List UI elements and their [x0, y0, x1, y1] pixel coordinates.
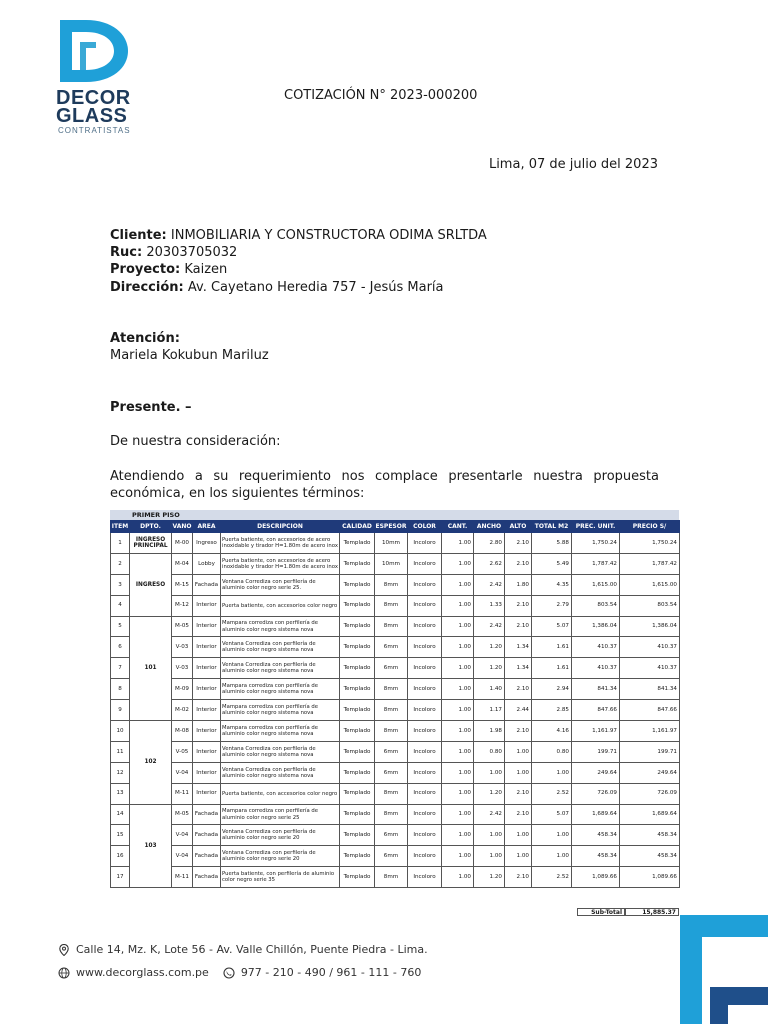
item-cell: 1	[111, 533, 130, 554]
color-cell: Incoloro	[408, 741, 442, 762]
qty-cell: 1.00	[442, 783, 474, 804]
quality-cell: Templado	[340, 804, 375, 825]
item-cell: 12	[111, 762, 130, 783]
column-header: ESPESOR	[375, 521, 408, 533]
table-row	[111, 846, 680, 867]
color-cell: Incoloro	[408, 679, 442, 700]
footer-phones: 977 - 210 - 490 / 961 - 111 - 760	[240, 966, 422, 979]
unit-price-cell: 841.34	[572, 679, 620, 700]
dpto-cell: INGRESO	[130, 553, 172, 616]
table-row	[111, 867, 680, 888]
qty-cell: 1.00	[442, 825, 474, 846]
item-cell: 3	[111, 574, 130, 595]
item-cell: 10	[111, 721, 130, 742]
vano-cell: V-04	[172, 846, 193, 867]
item-cell: 15	[111, 825, 130, 846]
area-cell: Interior	[193, 700, 221, 721]
item-cell: 13	[111, 783, 130, 804]
width-cell: 1.17	[474, 700, 505, 721]
color-cell: Incoloro	[408, 825, 442, 846]
qty-cell: 1.00	[442, 700, 474, 721]
total-m2-cell: 1.61	[532, 637, 572, 658]
vano-cell: M-04	[172, 553, 193, 574]
table-row	[111, 762, 680, 783]
height-cell: 2.10	[505, 616, 532, 637]
item-cell: 6	[111, 637, 130, 658]
description-cell: Ventana Corrediza con perfilería de aluminio color negro sistema nova	[221, 637, 340, 658]
description-cell: Puerta batiente, con accesorios de acero inoxidable y tirador H=1.80m de acero inox	[221, 533, 340, 554]
quote-date: Lima, 07 de julio del 2023	[488, 157, 658, 172]
width-cell: 1.20	[474, 867, 505, 888]
description-cell: Ventana Corrediza con perfilería de aluminio color negro sistema nova	[221, 658, 340, 679]
thickness-cell: 8mm	[375, 700, 408, 721]
description-cell: Mampara corrediza con perfilería de aluminio color negro sistema nova	[221, 679, 340, 700]
price-cell: 1,089.66	[620, 867, 680, 888]
unit-price-cell: 1,689.64	[572, 804, 620, 825]
qty-cell: 1.00	[442, 741, 474, 762]
description-cell: Ventana Corrediza con perfilería de aluminio color negro serie 20	[221, 825, 340, 846]
total-m2-cell: 5.88	[532, 533, 572, 554]
color-cell: Incoloro	[408, 867, 442, 888]
qty-cell: 1.00	[442, 846, 474, 867]
height-cell: 2.10	[505, 804, 532, 825]
thickness-cell: 6mm	[375, 658, 408, 679]
width-cell: 1.20	[474, 637, 505, 658]
unit-price-cell: 1,615.00	[572, 574, 620, 595]
quality-cell: Templado	[340, 616, 375, 637]
color-cell: Incoloro	[408, 721, 442, 742]
client-label: Cliente:	[110, 228, 167, 243]
qty-cell: 1.00	[442, 616, 474, 637]
logo-mark-icon	[56, 18, 130, 84]
quote-table-section	[110, 510, 679, 916]
total-m2-cell: 1.61	[532, 658, 572, 679]
vano-cell: M-11	[172, 867, 193, 888]
total-m2-cell: 2.79	[532, 595, 572, 616]
color-cell: Incoloro	[408, 533, 442, 554]
total-m2-cell: 5.07	[532, 804, 572, 825]
vano-cell: V-04	[172, 825, 193, 846]
total-m2-cell: 0.80	[532, 741, 572, 762]
description-cell: Mampara corrediza con perfilería de aluminio color negro serie 25	[221, 804, 340, 825]
table-row	[111, 825, 680, 846]
area-cell: Interior	[193, 658, 221, 679]
description-cell: Ventana Corrediza con perfilería de aluminio color negro sistema nova	[221, 741, 340, 762]
thickness-cell: 10mm	[375, 533, 408, 554]
price-cell: 847.66	[620, 700, 680, 721]
column-header: AREA	[193, 521, 221, 533]
height-cell: 2.10	[505, 553, 532, 574]
color-cell: Incoloro	[408, 783, 442, 804]
height-cell: 2.10	[505, 595, 532, 616]
item-cell: 7	[111, 658, 130, 679]
subtotal-value: 15,885.37	[625, 908, 679, 916]
color-cell: Incoloro	[408, 637, 442, 658]
project-label: Proyecto:	[110, 262, 181, 277]
height-cell: 1.00	[505, 846, 532, 867]
item-cell: 16	[111, 846, 130, 867]
table-row	[111, 574, 680, 595]
area-cell: Interior	[193, 762, 221, 783]
thickness-cell: 8mm	[375, 804, 408, 825]
qty-cell: 1.00	[442, 658, 474, 679]
consideration-text: De nuestra consideración:	[110, 434, 281, 449]
table-row	[111, 553, 680, 574]
dpto-cell: 103	[130, 804, 172, 888]
item-cell: 17	[111, 867, 130, 888]
ruc-label: Ruc:	[110, 245, 143, 260]
unit-price-cell: 458.34	[572, 825, 620, 846]
column-header: PRECIO S/	[620, 521, 680, 533]
address-label: Dirección:	[110, 280, 184, 295]
total-m2-cell: 2.85	[532, 700, 572, 721]
vano-cell: M-00	[172, 533, 193, 554]
area-cell: Interior	[193, 721, 221, 742]
color-cell: Incoloro	[408, 762, 442, 783]
color-cell: Incoloro	[408, 700, 442, 721]
total-m2-cell: 5.49	[532, 553, 572, 574]
qty-cell: 1.00	[442, 762, 474, 783]
unit-price-cell: 726.09	[572, 783, 620, 804]
quality-cell: Templado	[340, 721, 375, 742]
thickness-cell: 6mm	[375, 825, 408, 846]
table-row	[111, 721, 680, 742]
description-cell: Mampara corrediza con perfilería de aluminio color negro sistema nova	[221, 721, 340, 742]
qty-cell: 1.00	[442, 553, 474, 574]
price-cell: 1,787.42	[620, 553, 680, 574]
table-row	[111, 616, 680, 637]
column-header: CANT.	[442, 521, 474, 533]
quality-cell: Templado	[340, 658, 375, 679]
total-m2-cell: 2.52	[532, 867, 572, 888]
quality-cell: Templado	[340, 762, 375, 783]
thickness-cell: 6mm	[375, 846, 408, 867]
price-cell: 249.64	[620, 762, 680, 783]
width-cell: 2.42	[474, 804, 505, 825]
intro-paragraph: Atendiendo a su requerimiento nos complace presentarle nuestra propuesta económica, en los siguientes términos:	[110, 469, 659, 501]
vano-cell: V-03	[172, 637, 193, 658]
unit-price-cell: 847.66	[572, 700, 620, 721]
qty-cell: 1.00	[442, 867, 474, 888]
attention-label: Atención:	[110, 331, 180, 346]
total-m2-cell: 4.16	[532, 721, 572, 742]
thickness-cell: 8mm	[375, 616, 408, 637]
description-cell: Mampara corrediza con perfilería de aluminio color negro sistema nova	[221, 700, 340, 721]
qty-cell: 1.00	[442, 637, 474, 658]
item-cell: 8	[111, 679, 130, 700]
column-header: TOTAL M2	[532, 521, 572, 533]
vano-cell: V-03	[172, 658, 193, 679]
thickness-cell: 6mm	[375, 762, 408, 783]
quality-cell: Templado	[340, 574, 375, 595]
location-pin-icon	[58, 944, 70, 956]
quality-cell: Templado	[340, 637, 375, 658]
qty-cell: 1.00	[442, 574, 474, 595]
description-cell: Ventana Corrediza con perfilería de aluminio color negro serie 20	[221, 846, 340, 867]
unit-price-cell: 1,787.42	[572, 553, 620, 574]
area-cell: Interior	[193, 616, 221, 637]
column-header: COLOR	[408, 521, 442, 533]
area-cell: Fachada	[193, 574, 221, 595]
column-header: DPTO.	[130, 521, 172, 533]
subtotal-label: Sub-Total	[577, 908, 625, 916]
height-cell: 2.10	[505, 533, 532, 554]
item-cell: 4	[111, 595, 130, 616]
vano-cell: M-15	[172, 574, 193, 595]
price-cell: 1,750.24	[620, 533, 680, 554]
table-row	[111, 595, 680, 616]
table-row	[111, 700, 680, 721]
total-m2-cell: 1.00	[532, 846, 572, 867]
width-cell: 2.80	[474, 533, 505, 554]
ruc-line	[110, 244, 237, 262]
footer-contact-line	[58, 966, 421, 979]
area-cell: Ingreso	[193, 533, 221, 554]
total-m2-cell: 5.07	[532, 616, 572, 637]
column-header: PREC. UNIT.	[572, 521, 620, 533]
project-value: Kaizen	[184, 262, 228, 277]
quality-cell: Templado	[340, 679, 375, 700]
price-cell: 410.37	[620, 658, 680, 679]
logo-subtitle: CONTRATISTAS	[58, 126, 131, 135]
color-cell: Incoloro	[408, 595, 442, 616]
vano-cell: M-12	[172, 595, 193, 616]
quality-cell: Templado	[340, 783, 375, 804]
table-row	[111, 637, 680, 658]
height-cell: 1.00	[505, 741, 532, 762]
qty-cell: 1.00	[442, 679, 474, 700]
table-header-row	[111, 521, 680, 533]
footer-address: Calle 14, Mz. K, Lote 56 - Av. Valle Chillón, Puente Piedra - Lima.	[76, 943, 428, 956]
area-cell: Fachada	[193, 867, 221, 888]
column-header: DESCRIPCION	[221, 521, 340, 533]
unit-price-cell: 458.34	[572, 846, 620, 867]
color-cell: Incoloro	[408, 804, 442, 825]
column-header: ITEM	[111, 521, 130, 533]
item-cell: 9	[111, 700, 130, 721]
thickness-cell: 8mm	[375, 595, 408, 616]
dpto-cell: INGRESO PRINCIPAL	[130, 533, 172, 554]
description-cell: Puerta batiente, con accesorios de acero inoxidable y tirador H=1.80m de acero inox	[221, 553, 340, 574]
thickness-cell: 8mm	[375, 721, 408, 742]
price-cell: 1,615.00	[620, 574, 680, 595]
price-cell: 199.71	[620, 741, 680, 762]
vano-cell: M-05	[172, 616, 193, 637]
thickness-cell: 8mm	[375, 574, 408, 595]
description-cell: Puerta batiente, con perfilería de aluminio color negro serie 35	[221, 867, 340, 888]
width-cell: 2.62	[474, 553, 505, 574]
width-cell: 2.42	[474, 616, 505, 637]
table-body	[111, 533, 680, 888]
width-cell: 0.80	[474, 741, 505, 762]
vano-cell: M-02	[172, 700, 193, 721]
width-cell: 1.00	[474, 846, 505, 867]
thickness-cell: 6mm	[375, 741, 408, 762]
height-cell: 1.34	[505, 658, 532, 679]
item-cell: 11	[111, 741, 130, 762]
color-cell: Incoloro	[408, 658, 442, 679]
footer-web-link[interactable]: www.decorglass.com.pe	[76, 966, 209, 979]
unit-price-cell: 199.71	[572, 741, 620, 762]
price-cell: 458.34	[620, 846, 680, 867]
area-cell: Interior	[193, 679, 221, 700]
width-cell: 1.33	[474, 595, 505, 616]
quality-cell: Templado	[340, 700, 375, 721]
logo-word-decor: DECOR	[56, 87, 131, 109]
total-m2-cell: 1.00	[532, 825, 572, 846]
qty-cell: 1.00	[442, 804, 474, 825]
description-cell: Ventana Corrediza con perfilería de aluminio color negro sistema nova	[221, 762, 340, 783]
price-cell: 410.37	[620, 637, 680, 658]
footer-phone-group	[223, 966, 422, 979]
height-cell: 2.44	[505, 700, 532, 721]
price-cell: 458.34	[620, 825, 680, 846]
quality-cell: Templado	[340, 533, 375, 554]
area-cell: Interior	[193, 783, 221, 804]
thickness-cell: 8mm	[375, 783, 408, 804]
area-cell: Interior	[193, 741, 221, 762]
height-cell: 2.10	[505, 679, 532, 700]
column-header: CALIDAD	[340, 521, 375, 533]
height-cell: 1.00	[505, 825, 532, 846]
attention-name: Mariela Kokubun Mariluz	[110, 348, 269, 363]
unit-price-cell: 1,161.97	[572, 721, 620, 742]
color-cell: Incoloro	[408, 616, 442, 637]
globe-icon	[58, 967, 70, 979]
quote-table	[110, 520, 680, 888]
dpto-cell: 101	[130, 616, 172, 720]
thickness-cell: 6mm	[375, 637, 408, 658]
quality-cell: Templado	[340, 553, 375, 574]
height-cell: 1.34	[505, 637, 532, 658]
quality-cell: Templado	[340, 867, 375, 888]
address-line	[110, 279, 444, 297]
price-cell: 1,386.04	[620, 616, 680, 637]
total-m2-cell: 4.35	[532, 574, 572, 595]
quote-title: COTIZACIÓN N° 2023-000200	[284, 88, 478, 103]
unit-price-cell: 1,089.66	[572, 867, 620, 888]
height-cell: 1.80	[505, 574, 532, 595]
area-cell: Interior	[193, 595, 221, 616]
item-cell: 2	[111, 553, 130, 574]
area-cell: Lobby	[193, 553, 221, 574]
unit-price-cell: 1,750.24	[572, 533, 620, 554]
vano-cell: M-08	[172, 721, 193, 742]
column-header: VANO	[172, 521, 193, 533]
description-cell: Puerta batiente, con accesorios color negro	[221, 783, 340, 804]
width-cell: 1.20	[474, 658, 505, 679]
thickness-cell: 10mm	[375, 553, 408, 574]
unit-price-cell: 803.54	[572, 595, 620, 616]
height-cell: 2.10	[505, 867, 532, 888]
quality-cell: Templado	[340, 595, 375, 616]
dpto-cell: 102	[130, 721, 172, 805]
thickness-cell: 8mm	[375, 679, 408, 700]
company-logo	[56, 18, 136, 138]
width-cell: 2.42	[474, 574, 505, 595]
presente-text: Presente. –	[110, 400, 192, 415]
qty-cell: 1.00	[442, 721, 474, 742]
width-cell: 1.98	[474, 721, 505, 742]
color-cell: Incoloro	[408, 846, 442, 867]
column-header: ALTO	[505, 521, 532, 533]
height-cell: 2.10	[505, 783, 532, 804]
description-cell: Ventana Corrediza con perfilería de aluminio color negro serie 25.	[221, 574, 340, 595]
item-cell: 14	[111, 804, 130, 825]
table-row	[111, 658, 680, 679]
quality-cell: Templado	[340, 741, 375, 762]
description-cell: Puerta batiente, con accesorios color negro	[221, 595, 340, 616]
vano-cell: M-09	[172, 679, 193, 700]
area-cell: Fachada	[193, 825, 221, 846]
column-header: ANCHO	[474, 521, 505, 533]
vano-cell: V-05	[172, 741, 193, 762]
price-cell: 1,161.97	[620, 721, 680, 742]
total-m2-cell: 2.52	[532, 783, 572, 804]
height-cell: 1.00	[505, 762, 532, 783]
logo-word-glass: GLASS	[56, 105, 128, 127]
area-cell: Fachada	[193, 804, 221, 825]
area-cell: Interior	[193, 637, 221, 658]
vano-cell: M-05	[172, 804, 193, 825]
project-line	[110, 261, 227, 279]
price-cell: 803.54	[620, 595, 680, 616]
whatsapp-icon	[223, 967, 235, 979]
vano-cell: V-04	[172, 762, 193, 783]
unit-price-cell: 410.37	[572, 658, 620, 679]
qty-cell: 1.00	[442, 533, 474, 554]
unit-price-cell: 410.37	[572, 637, 620, 658]
width-cell: 1.40	[474, 679, 505, 700]
corner-decoration-icon	[680, 915, 768, 1024]
vano-cell: M-11	[172, 783, 193, 804]
total-m2-cell: 2.94	[532, 679, 572, 700]
quality-cell: Templado	[340, 846, 375, 867]
table-row	[111, 804, 680, 825]
table-row	[111, 741, 680, 762]
table-row	[111, 533, 680, 554]
footer-address-line	[58, 943, 428, 956]
width-cell: 1.00	[474, 825, 505, 846]
total-m2-cell: 1.00	[532, 762, 572, 783]
price-cell: 726.09	[620, 783, 680, 804]
address-value: Av. Cayetano Heredia 757 - Jesús María	[187, 280, 444, 295]
width-cell: 1.00	[474, 762, 505, 783]
unit-price-cell: 1,386.04	[572, 616, 620, 637]
qty-cell: 1.00	[442, 595, 474, 616]
item-cell: 5	[111, 616, 130, 637]
ruc-value: 20303705032	[146, 245, 238, 260]
unit-price-cell: 249.64	[572, 762, 620, 783]
height-cell: 2.10	[505, 721, 532, 742]
table-row	[111, 679, 680, 700]
price-cell: 841.34	[620, 679, 680, 700]
area-cell: Fachada	[193, 846, 221, 867]
floor-label: PRIMER PISO	[110, 510, 679, 520]
price-cell: 1,689.64	[620, 804, 680, 825]
client-line	[110, 227, 487, 245]
color-cell: Incoloro	[408, 553, 442, 574]
description-cell: Mampara corrediza con perfilería de aluminio color negro sistema nova	[221, 616, 340, 637]
width-cell: 1.20	[474, 783, 505, 804]
thickness-cell: 8mm	[375, 867, 408, 888]
quality-cell: Templado	[340, 825, 375, 846]
subtotal-row	[577, 908, 679, 917]
client-value: INMOBILIARIA Y CONSTRUCTORA ODIMA SRLTDA	[170, 228, 487, 243]
table-row	[111, 783, 680, 804]
color-cell: Incoloro	[408, 574, 442, 595]
